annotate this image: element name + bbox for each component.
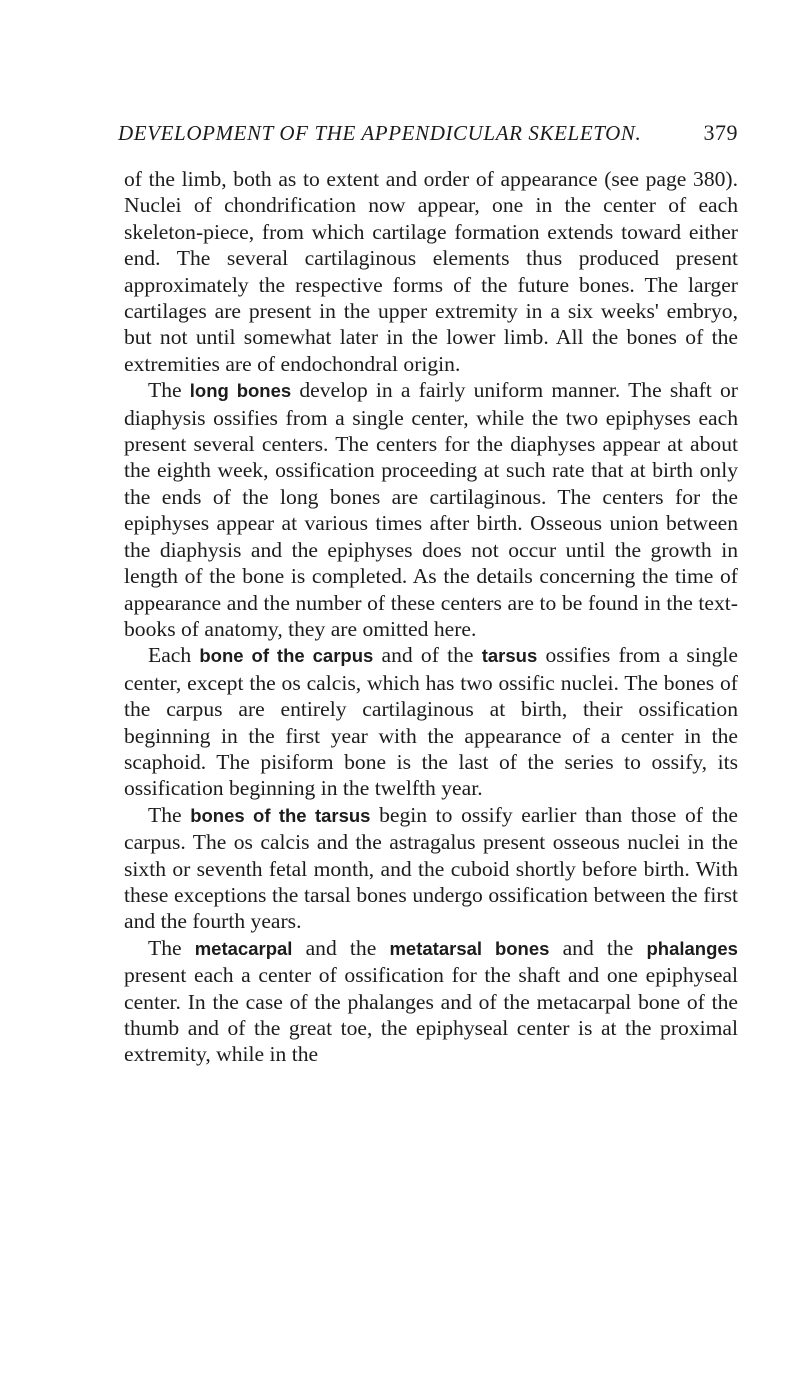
paragraph (124, 935, 738, 1068)
text-run: present each a center of ossification for the shaft and one epiphyseal center. In the case of the phalanges and of the metacarpal bone of the thumb and of the great toe, the epiphyseal center is at the proximal extremity, while in the (124, 963, 738, 1067)
text-run: and the (549, 935, 647, 960)
text-run: The (148, 935, 195, 960)
bold-term: long bones (189, 380, 292, 402)
bold-term: bone of the carpus (199, 645, 374, 667)
paragraph (124, 802, 738, 935)
running-header (118, 118, 738, 148)
text-run: ossifies from a single center, except the os calcis, which has two ossific nuclei. The bones of the carpus are entirely cartilaginous at birth, their ossification beginning in the first year with the appearance of a center in the scaphoid. The pisiform bone is the last of the series to ossify, its ossification beginning in the twelfth year. (124, 643, 738, 801)
bold-term: phalanges (646, 937, 738, 959)
running-title: DEVELOPMENT OF THE APPENDICULAR SKELETON. (118, 121, 642, 145)
text-run: begin to ossify earlier than those of the carpus. The os calcis and the astragalus present osseous nuclei in the sixth or seventh fetal month, and the cuboid shortly before birth. With these exceptions the tarsal bones undergo ossification between the first and the fourth years. (124, 802, 738, 934)
text-run: The (148, 378, 190, 403)
bold-term: tarsus (481, 645, 538, 667)
body-text (124, 166, 738, 1068)
text-run: of the limb, both as to extent and order of appearance (see page 380). Nuclei of chondrification now appear, one in the center of each skeleton-piece, from which cartilage formation extends toward either end. The several cartilaginous elements thus produced present approximately the respective forms of the future bones. The larger cartilages are present in the upper extremity in a six weeks' embryo, but not until somewhat later in the lower limb. All the bones of the extremities are of endochondral origin. (124, 167, 738, 376)
text-run: develop in a fairly uniform manner. The shaft or diaphysis ossifies from a single center, while the two epiphyses each present several centers. The centers for the diaphyses appear at about the eighth week, ossification proceeding at such rate that at birth only the ends of the long bones are cartilaginous. The centers for the epiphyses appear at various times after birth. Osseous union between the diaphysis and the epiphyses does not occur until the growth in length of the bone is completed. As the details concerning the time of appearance and the number of these centers are to be found in the text-books of anatomy, they are omitted here. (124, 378, 738, 641)
text-run: and of the (373, 643, 482, 668)
paragraph (124, 377, 738, 642)
text-run: Each (148, 643, 200, 668)
bold-term: metatarsal bones (389, 937, 550, 959)
page-number: 379 (703, 120, 738, 145)
paragraph (124, 166, 738, 377)
text-run: The (148, 802, 191, 827)
text-run: and the (292, 935, 390, 960)
bold-term: metacarpal (194, 937, 293, 959)
bold-term: bones of the tarsus (190, 804, 371, 826)
paragraph (124, 642, 738, 801)
